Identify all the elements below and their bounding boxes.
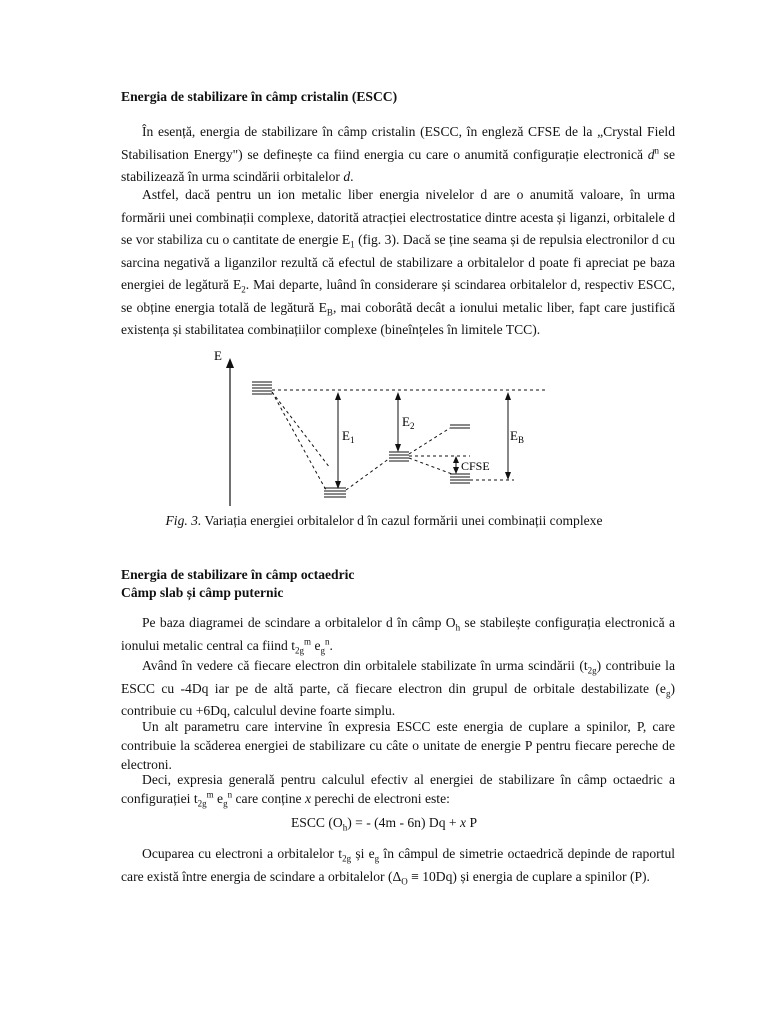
heading-escc: Energia de stabilizare în câmp cristalin (ESCC) bbox=[121, 89, 398, 104]
cfse-arrow bbox=[453, 456, 459, 474]
stabilized-level bbox=[324, 488, 346, 497]
eb-label: $E_B$ bbox=[510, 428, 524, 445]
eg-level bbox=[450, 425, 470, 428]
t2g-level bbox=[450, 474, 470, 483]
dash-to-stabilized bbox=[272, 392, 326, 490]
axis-arrowhead bbox=[226, 358, 234, 368]
free-ion-level bbox=[252, 382, 272, 394]
e1-label: $E_1$ bbox=[342, 428, 355, 445]
energy-diagram bbox=[0, 348, 768, 508]
dash-to-stabilized-2 bbox=[272, 392, 330, 468]
dash-to-t2g bbox=[409, 458, 452, 474]
figure-caption: Fig. 3. Variația energiei orbitalelor d în cazul formării unei combinații complexe bbox=[165, 513, 603, 528]
e2-label: $E_2$ bbox=[402, 414, 415, 431]
heading-octahedral: Energia de stabilizare în câmp octaedric bbox=[121, 567, 355, 582]
paragraph-6: Deci, expresia generală pentru calculul efectiv al energiei de stabilizare în câmp octaedric a configurației $t_{2g}^m$ $e_g^n$ care conține x perechi de electroni este: bbox=[121, 772, 675, 809]
e1-arrow bbox=[335, 392, 341, 489]
repulsion-level bbox=[389, 452, 409, 461]
escc-formula: ESCC $(O_h)$ = - (4m - 6n) Dq + x P bbox=[290, 815, 477, 833]
heading-weak-strong-field: Câmp slab și câmp puternic bbox=[121, 585, 284, 600]
axis-label: E bbox=[214, 348, 222, 363]
cfse-label: CFSE bbox=[461, 459, 490, 473]
e2-arrow bbox=[395, 392, 401, 452]
paragraph-1: În esență, energia de stabilizare în câmp cristalin (ESCC, în engleză CFSE de la „Crystal Field Stabilisation Energy") se definește ca fiind energia cu care o anumită configurație electronică $d^n$ se stabilizează în urma scindării orbitalelor d. bbox=[121, 124, 675, 184]
paragraph-4: Având în vedere că fiecare electron din orbitalele stabilizate în urma scindării $(t_{2g})$ contribuie la ESCC cu -4Dq iar pe de altă parte, că fiecare electron din grupul de orbitale destabilizate $(e_g)$ contribuie cu +6Dq, calculul devine foarte simplu. bbox=[121, 658, 675, 718]
dash-to-repulsion bbox=[346, 458, 390, 490]
dash-to-eg bbox=[409, 428, 450, 454]
paragraph-3: Pe baza diagramei de scindare a orbitalelor d în câmp $O_h$ se stabilește configurația electronică a ionului metalic central ca fiind $t_{2g}^m$ $e_g^n$. bbox=[121, 615, 675, 656]
paragraph-7: Ocuparea cu electroni a orbitalelor $t_{2g}$ și $e_g$ în câmpul de simetrie octaedrică depinde de raportul care există între energia de scindare a orbitalelor $(\Delta_O \equiv 10Dq)$ și energia de cuplare a spinilor (P). bbox=[121, 846, 676, 887]
paragraph-2: Astfel, dacă pentru un ion metalic liber energia nivelelor d are o anumită valoare, în urma formării unei combinații complexe, datorită atracției electrostatice dintre acesta și liganzi, orbitalele d se vor stabiliza cu o cantitate de energie $E_1$ (fig. 3). Dacă se ține seama și de repulsia electronilor d cu sarcina negativă a liganzilor rezultă că efectul de stabilizare a orbitalelor d poate fi apreciat pe baza energiei de legătură $E_2$. Mai departe, luând în considerare și scindarea orbitalelor d, respectiv ESCC, se obține energia totală de legătură $E_B$, mai coborâtă decât a ionului metalic liber, fapt care justifică existența și stabilitatea combinațiilor complexe (bineînțeles în limitele TCC). bbox=[121, 187, 675, 337]
paragraph-5: Un alt parametru care intervine în expresia ESCC este energia de cuplare a spinilor, P, care contribuie la scăderea energiei de stabilizare cu câte o unitate de energie P pentru fiecare pereche de electroni. bbox=[121, 719, 675, 772]
